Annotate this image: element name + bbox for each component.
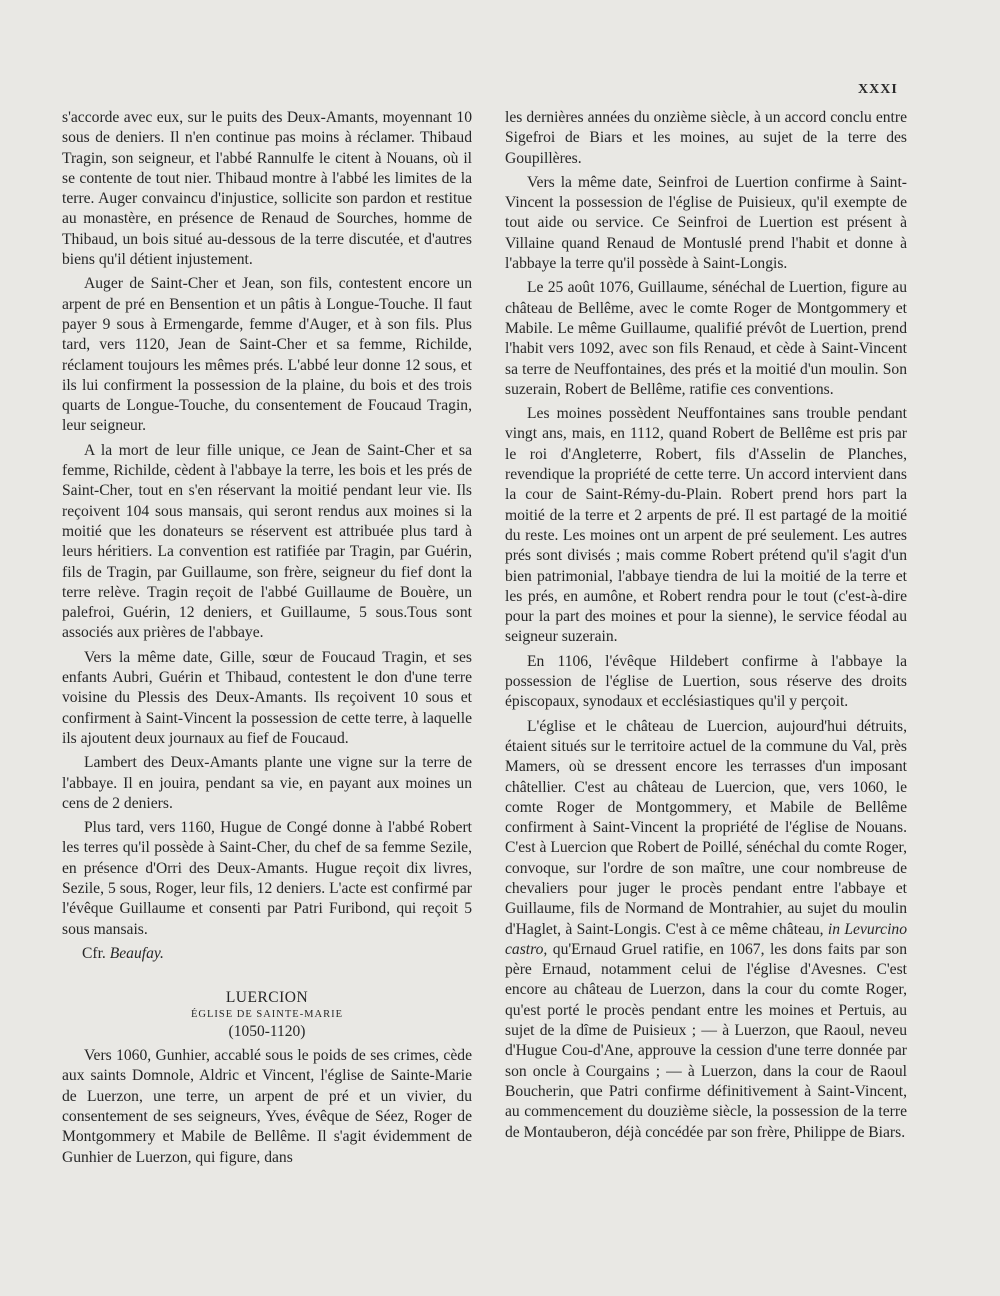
right-column	[505, 108, 907, 1147]
paragraph: A la mort de leur fille unique, ce Jean de Saint-Cher et sa femme, Richilde, cèdent à l'abbaye la terre, les bois et les prés de Saint-Cher, tout en s'en réservant la moitié pendant leur vie. Ils reçoivent 104 sous mansais, qui seront rendus aux moines si la moitié que les donateurs se réservent est attribuée plus tard à leurs héritiers. La convention est ratifiée par Tragin, par Guérin, fils de Tragin, par Guillaume, son frère, seigneur du fief dont la terre relève. Tragin reçoit de l'abbé Guillaume de Bouère, un palefroi, Guérin, 12 deniers, et Guillaume, 5 sous.Tous sont associés aux prières de l'abbaye.	[62, 441, 472, 642]
section-dates: (1050-1120)	[228, 1023, 306, 1041]
paragraph	[505, 717, 907, 1143]
paragraph-text: L'église et le château de Luercion, aujourd'hui détruits, étaient situés sur le territoire actuel de la commune du Val, près Mamers, où se dressent encore les terrasses d'un imposant châtellier. C'est au château de Luercion, que, vers 1060, le comte Roger de Montgommery, et Mabile de Bellême confirment à Saint-Vincent la propriété de l'église de Nouans. C'est à Luercion que Robert de Poillé, sénéchal du comte Roger, convoque, sur l'ordre de son maître, une cour nombreuse de chevaliers pour juger le procès pendant entre l'abbaye et Guillaume, fils de Normand de Montrahier, au sujet du moulin d'Haglet, à Saint-Longis. C'est à ce même château,	[505, 717, 907, 938]
paragraph-text: qu'Ernaud Gruel ratifie, en 1067, les dons faits par son père Ernaud, notamment celui de l'église d'Avesnes. C'est encore au château de Luerzon, dans la cour du comte Roger, qu'est porté le procès pendant entre les moines et Pertuis, au sujet de la dîme de Puisieux ; — à Luerzon, que Raoul, neveu d'Hugue Cou-d'Ane, approuve la cession d'une terre donnée par son oncle à Courgains ; — à Luerzon, dans la cour de Raoul Boucherin, que Patri confirme définitivement à Saint-Vincent, au commencement du douzième siècle, la possession de la terre de Montauberon, déjà concédée par son frère, Philippe de Biars.	[505, 940, 907, 1141]
paragraph: Vers la même date, Seinfroi de Luertion confirme à Saint-Vincent la possession de l'église de Puisieux, qu'il exempte de tout aide ou service. Ce Seinfroi de Luertion est présent à Villaine quand Renaud de Montuslé prend l'habit et donne à l'abbaye la terre qu'il possède à Saint-Longis.	[505, 173, 907, 273]
paragraph: En 1106, l'évêque Hildebert confirme à l'abbaye la possession de l'église de Luertion, sous réserve des droits épiscopaux, synodaux et ecclésiastiques qu'il y perçoit.	[505, 652, 907, 711]
paragraph: Auger de Saint-Cher et Jean, son fils, contestent encore un arpent de pré en Bensention et un pâtis à Longue-Touche. Il faut payer 9 sous à Ermengarde, femme d'Auger, et à son fils. Plus tard, vers 1120, Jean de Saint-Cher et sa femme, Richilde, réclament toujours les mêmes prés. L'abbé leur donne 12 sous, et ils lui confirment la possession de la plaine, du bois et des trois quarts de Longue-Touche, du consentement de Foucaud Tragin, leur seigneur.	[62, 275, 472, 435]
section-subtitle: ÉGLISE DE SAINTE-MARIE	[190, 1009, 344, 1021]
paragraph: Vers la même date, Gille, sœur de Foucaud Tragin, et ses enfants Aubri, Guérin et Thibaud, contestent le don d'une terre voisine du Plessis des Deux-Amants. Ils reçoivent 10 sous et confirment à Saint-Vincent la possession de cette terre, à laquelle ils ajoutent deux journaux au fief de Foucaud.	[62, 648, 472, 747]
paragraph: Le 25 août 1076, Guillaume, sénéchal de Luertion, figure au château de Bellême, avec le comte Roger de Montgommery et Mabile. Le même Guillaume, qualifié prévôt de Luertion, prend l'habit vers 1092, avec son fils Renaud, et cède à Saint-Vincent sa terre de Neuffontaines, des prés et la moitié d'un moulin. Son suzerain, Robert de Bellême, ratifie ces conventions.	[505, 279, 907, 398]
paragraph: Lambert des Deux-Amants plante une vigne sur la terre de l'abbaye. Il en jouira, pendant sa vie, en payant aux moines un cens de 2 deniers.	[62, 754, 472, 812]
page-number: XXXI	[858, 82, 898, 97]
paragraph: Plus tard, vers 1160, Hugue de Congé donne à l'abbé Robert les terres qu'il possède à Saint-Cher, du chef de sa femme Sezile, en présence d'Orri des Deux-Amants. Hugue reçoit dix livres, Sezile, 5 sous, Roger, leur fils, 12 deniers. L'acte est confirmé par l'évêque Guillaume et consenti par Patri Furibond, qui reçoit 5 sous mansais.	[62, 819, 472, 938]
paragraph: les dernières années du onzième siècle, à un accord conclu entre Sigefroi de Biars et les moines, au sujet de la terre des Goupillères.	[505, 109, 907, 167]
paragraph: Les moines possèdent Neuffontaines sans trouble pendant vingt ans, mais, en 1112, quand Robert de Bellême est pris par le roi d'Angleterre, Robert, fils d'Asselin de Planches, revendique la propriété de cette terre. Un accord intervient dans la cour de Saint-Rémy-du-Plain. Robert prend hors part la moitié de la terre et 2 arpents de pré. Il est partagé de la moitié du reste. Les moines ont un arpent de pré seulement. Les autres prés sont divisés ; mais comme Robert prétend qu'il s'agit d'un bien patrimonial, l'abbaye tiendra de lui la moitié de la terre et les prés, en aumône, et Robert rendra pour le tout (c'est-à-dire pour la part des moines et pour la sienne), le service féodal au seigneur suzerain.	[505, 405, 907, 646]
cfr-source: Beaufay.	[109, 944, 164, 962]
left-column	[62, 108, 472, 1172]
section-title: LUERCION	[225, 989, 309, 1007]
paragraph: s'accorde avec eux, sur le puits des Deux-Amants, moyennant 10 sous de deniers. Il n'en continue pas moins à réclamer. Thibaud Tragin, son seigneur, et l'abbé Rannulfe le citent à Nouans, où il se contente de tout nier. Thibaud montre à l'abbé les limites de la terre. Auger convaincu d'injustice, sollicite son pardon et restitue au monastère, en présence de Renaud de Sourches, homme de Thibaud, un bois situé au-dessous de la terre discutée, et d'autres biens qu'il détient injustement.	[62, 109, 472, 269]
paragraph: Vers 1060, Gunhier, accablé sous le poids de ses crimes, cède aux saints Domnole, Aldric et Vincent, l'église de Sainte-Marie de Luerzon, une terre, un arpent de pré et un vivier, du consentement de ses seigneurs, Yves, évêque de Séez, Roger de Montgommery et Mabile de Bellême. Il s'agit évidemment de Gunhier de Luerzon, qui figure, dans	[62, 1047, 472, 1166]
cfr-prefix: Cfr.	[82, 944, 106, 962]
latin-phrase: in Levurcino castro,	[505, 920, 907, 958]
cfr-reference	[62, 944, 472, 964]
